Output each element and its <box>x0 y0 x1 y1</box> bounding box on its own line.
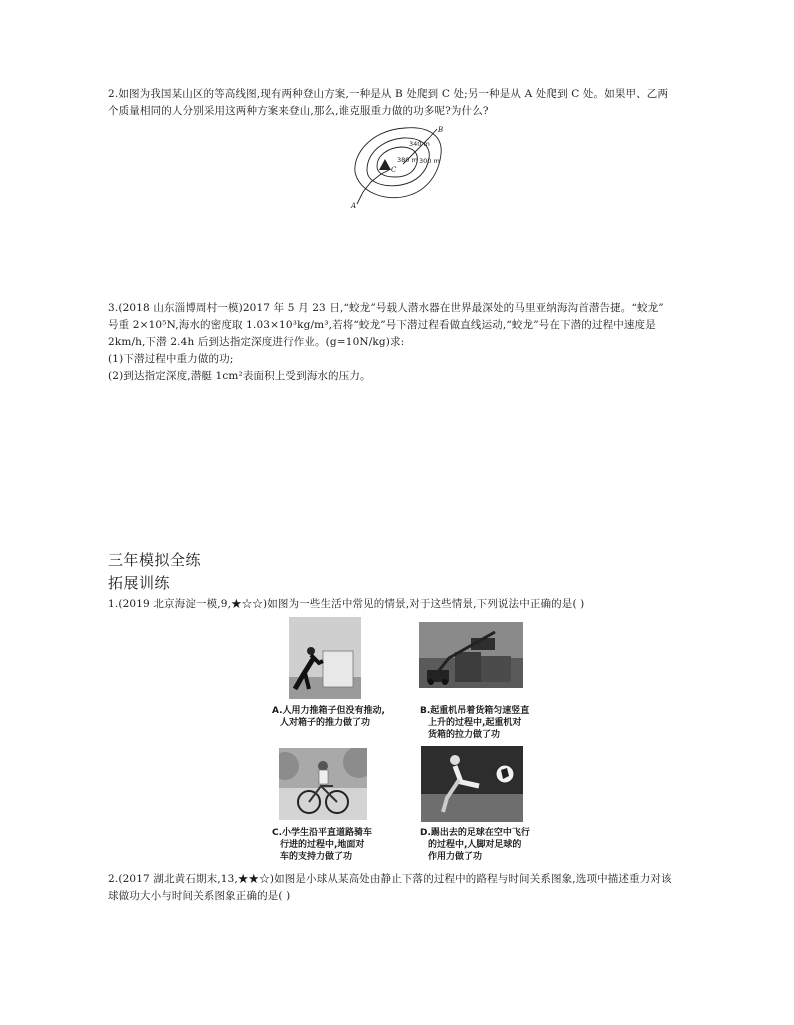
question-3-line-2: 号重 2×10⁵N,海水的密度取 1.03×10³kg/m³,若将“蛟龙”号下潜过程看做直线运动,“蛟龙”号在下潜的过程中速度是 <box>108 319 656 331</box>
photo-kicking-football <box>421 746 523 822</box>
option-d-line-2: 的过程中,人脚对足球的 <box>428 840 522 850</box>
option-d-caption <box>420 827 530 863</box>
option-b-line-2: 上升的过程中,起重机对 <box>428 718 522 728</box>
question-2-text <box>108 86 668 120</box>
option-c-caption <box>272 827 372 863</box>
option-b-caption <box>420 705 529 741</box>
section-subtitle: 拓展训练 <box>108 574 171 592</box>
question-2-line-1: 2.如图为我国某山区的等高线图,现有两种登山方案,一种是从 B 处爬到 C 处;另一种是从 A 处爬到 C 处。如果甲、乙两 <box>108 88 669 100</box>
option-d-line-1: D.踢出去的足球在空中飞行 <box>420 828 530 838</box>
option-c-line-1: C.小学生沿平直道路骑车 <box>272 828 373 838</box>
practice-1-line: 1.(2019 北京海淀一模,9,★☆☆)如图为一些生活中常见的情景,对于这些情景,下列说法中正确的是( ) <box>108 598 585 610</box>
option-b-line-3: 货箱的拉力做了功 <box>428 730 501 740</box>
question-3-sub-2: (2)到达指定深度,潜艇 1cm²表面积上受到海水的压力。 <box>108 370 371 382</box>
option-b-line-1: B.起重机吊着货箱匀速竖直 <box>420 706 530 716</box>
question-3-line-3: 2km/h,下潜 2.4h 后到达指定深度进行作业。(g=10N/kg)求: <box>108 336 405 348</box>
option-a-caption <box>272 705 385 729</box>
label-c: C <box>391 166 397 174</box>
summit-marker <box>379 159 391 170</box>
label-b: B <box>438 126 444 134</box>
contour-map-svg <box>345 120 455 212</box>
option-a-line-1: A.人用力推箱子但没有推动, <box>272 706 385 716</box>
option-a-line-2: 人对箱子的推力做了功 <box>280 718 371 728</box>
label-300m: 300 m <box>419 157 440 165</box>
option-c-line-2: 行进的过程中,地面对 <box>280 840 365 850</box>
question-3-line-1: 3.(2018 山东淄博周村一模)2017 年 5 月 23 日,“蛟龙”号载人潜水器在世界最深处的马里亚纳海沟首潜告捷。“蛟龙” <box>108 302 664 314</box>
label-a: A <box>351 202 357 210</box>
photo-pushing-box <box>289 617 361 699</box>
photo-crane-lifting-container <box>419 622 523 688</box>
question-3-text <box>108 300 664 385</box>
option-d-line-3: 作用力做了功 <box>428 852 483 862</box>
question-2-line-2: 个质量相同的人分别采用这两种方案来登山,那么,谁克服重力做的功多呢?为什么? <box>108 105 489 117</box>
option-c-line-3: 车的支持力做了功 <box>280 852 353 862</box>
practice-2-line-2: 球做功大小与时间关系图象正确的是( ) <box>108 890 291 902</box>
section-title: 三年模拟全练 <box>108 551 202 569</box>
practice-2-line-1: 2.(2017 湖北黄石期末,13,★★☆)如图是小球从某高处由静止下落的过程中的路程与时间关系图象,选项中描述重力对该 <box>108 873 672 885</box>
question-3-sub-1: (1)下潜过程中重力做的功; <box>108 353 234 365</box>
contour-map-figure <box>345 120 455 212</box>
practice-1-text <box>108 596 584 613</box>
label-380m: 380 m <box>397 156 418 164</box>
label-340m: 340 m <box>409 140 430 148</box>
photo-child-cycling <box>279 748 367 820</box>
practice-2-text <box>108 871 672 905</box>
